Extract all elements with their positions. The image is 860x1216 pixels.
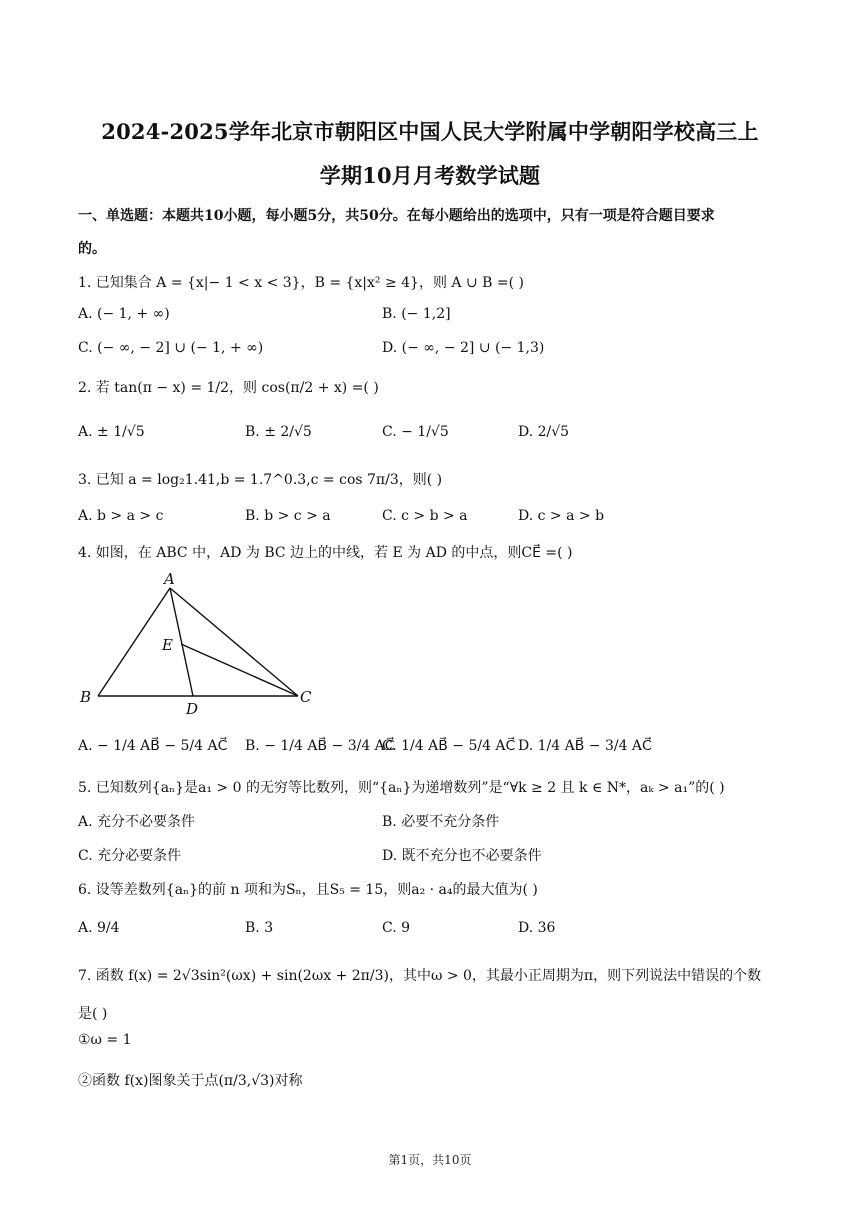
section-heading-line1: 一、单选题：本题共10小题，每小题5分，共50分。在每小题给出的选项中，只有一项是符合题目要求 xyxy=(78,208,715,224)
page-footer: 第1页，共10页 xyxy=(388,1153,472,1167)
triangle-figure xyxy=(76,570,326,720)
question-1-option-d: D. (− ∞, − 2] ∪ (− 1,3) xyxy=(382,340,545,356)
question-6-option-b: B. 3 xyxy=(245,920,274,936)
question-3-option-c: C. c > b > a xyxy=(382,508,468,524)
question-2-option-a: A. ± 1/√5 xyxy=(78,424,145,440)
question-1-option-b: B. (− 1,2] xyxy=(382,306,451,322)
label-c: C xyxy=(300,688,312,706)
label-d: D xyxy=(186,700,199,718)
exam-title-line2: 学期10月月考数学试题 xyxy=(319,163,541,188)
question-3-option-b: B. b > c > a xyxy=(245,508,331,524)
question-5-option-d: D. 既不充分也不必要条件 xyxy=(382,848,542,864)
question-7-item-2: ②函数 f(x)图象关于点(π/3,√3)对称 xyxy=(78,1073,303,1089)
segment-ce xyxy=(181,644,298,696)
question-5-option-c: C. 充分必要条件 xyxy=(78,848,182,864)
question-2-stem: 2. 若 tan(π − x) = 1/2，则 cos(π/2 + x) =( ) xyxy=(78,380,379,396)
exam-title-line1: 2024-2025学年北京市朝阳区中国人民大学附属中学朝阳学校高三上 xyxy=(101,119,759,144)
question-7-stem-line1: 7. 函数 f(x) = 2√3sin²(ωx) + sin(2ωx + 2π/3)，其中ω > 0，其最小正周期为π，则下列说法中错误的个数 xyxy=(78,968,762,984)
question-7-stem-line2: 是( ) xyxy=(78,1006,108,1022)
label-e: E xyxy=(162,636,173,654)
question-1-option-a: A. (− 1, + ∞) xyxy=(78,306,170,322)
question-2-option-c: C. − 1/√5 xyxy=(382,424,449,440)
question-4-option-c: C. 1/4 AB⃗ − 5/4 AC⃗ xyxy=(382,738,516,754)
question-6-option-c: C. 9 xyxy=(382,920,411,936)
question-4-option-d: D. 1/4 AB⃗ − 3/4 AC⃗ xyxy=(518,738,652,754)
segment-ab xyxy=(98,588,170,696)
question-1-stem: 1. 已知集合 A = {x|− 1 < x < 3}，B = {x|x² ≥ 4}，则 A ∪ B =( ) xyxy=(78,275,525,291)
label-b: B xyxy=(80,688,92,706)
question-3-option-d: D. c > a > b xyxy=(518,508,605,524)
question-3-option-a: A. b > a > c xyxy=(78,508,164,524)
question-6-option-a: A. 9/4 xyxy=(78,920,120,936)
label-a: A xyxy=(164,570,175,588)
question-6-option-d: D. 36 xyxy=(518,920,556,936)
question-4-stem: 4. 如图，在 ABC 中，AD 为 BC 边上的中线，若 E 为 AD 的中点，则CE⃗ =( ) xyxy=(78,545,573,561)
question-6-stem: 6. 设等差数列{aₙ}的前 n 项和为Sₙ，且S₅ = 15，则a₂ · a₄的最大值为( ) xyxy=(78,882,538,898)
question-1-option-c: C. (− ∞, − 2] ∪ (− 1, + ∞) xyxy=(78,340,264,356)
question-5-option-b: B. 必要不充分条件 xyxy=(382,814,500,830)
question-2-option-b: B. ± 2/√5 xyxy=(245,424,312,440)
question-5-stem: 5. 已知数列{aₙ}是a₁ > 0 的无穷等比数列，则“{aₙ}为递增数列”是“∀k ≥ 2 且 k ∈ N*，aₖ > a₁”的( ) xyxy=(78,780,725,796)
question-7-item-1: ①ω = 1 xyxy=(78,1032,132,1048)
question-4-option-a: A. − 1/4 AB⃗ − 5/4 AC⃗ xyxy=(78,738,228,754)
question-2-option-d: D. 2/√5 xyxy=(518,424,570,440)
question-4-option-b: B. − 1/4 AB⃗ − 3/4 AC⃗ xyxy=(245,738,395,754)
question-3-stem: 3. 已知 a = log₂1.41,b = 1.7^0.3,c = cos 7π/3，则( ) xyxy=(78,472,443,488)
question-5-option-a: A. 充分不必要条件 xyxy=(78,814,196,830)
section-heading-line2: 的。 xyxy=(78,241,106,257)
